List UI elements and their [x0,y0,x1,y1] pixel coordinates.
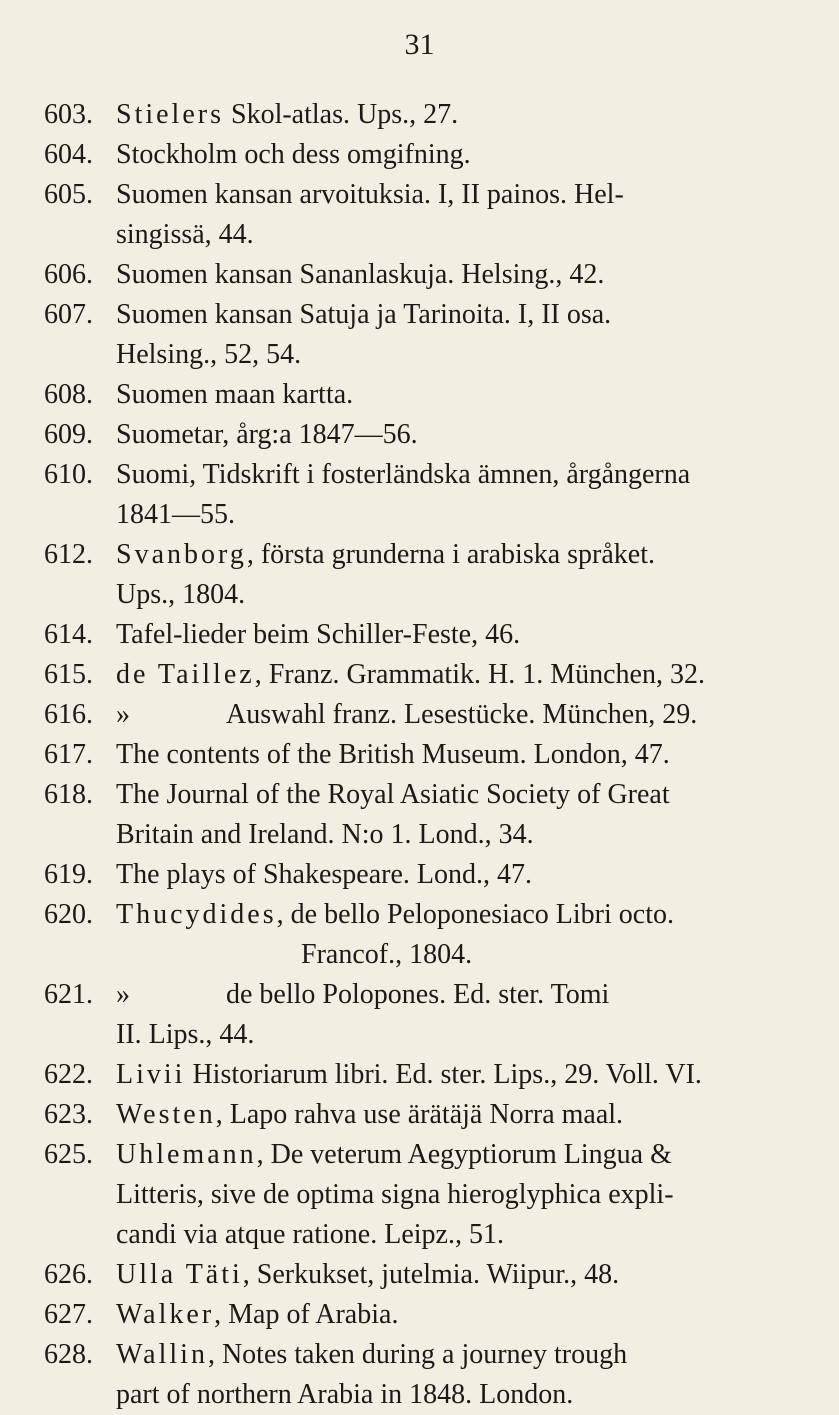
entry-line-text: Tafel-lieder beim Schiller-Feste, 46. [116,619,521,650]
entry-line-text: 1841—55. [116,499,235,530]
entry-number: 608. [44,379,93,410]
entry-line [116,175,804,215]
entry-number: 605. [44,179,93,210]
entry-line [116,1135,804,1175]
catalogue-entries [44,95,804,1415]
catalogue-entry [44,855,804,895]
entry-number: 626. [44,1259,93,1290]
entry-line-text: , Lapo rahva use ärätäjä Norra maal. [215,1099,624,1130]
entry-text [116,535,804,615]
entry-number: 612. [44,539,93,570]
entry-line [116,215,804,255]
entry-line [116,1255,804,1295]
catalogue-entry [44,735,804,775]
entry-author: Livii [116,1059,186,1090]
entry-line [116,255,804,295]
entry-number: 614. [44,619,93,650]
entry-text [116,655,804,695]
entry-number: 628. [44,1339,93,1370]
entry-text [116,1255,804,1295]
entry-line [116,495,804,535]
catalogue-entry [44,655,804,695]
entry-line [116,775,804,815]
entry-line-text: Suomen kansan Sananlaskuja. Helsing., 42. [116,259,605,290]
entry-text [116,855,804,895]
entry-line [116,1175,804,1215]
catalogue-entry [44,255,804,295]
entry-line-text: Suomen kansan arvoituksia. I, II painos. Hel- [116,179,624,210]
entry-line [116,1015,804,1055]
entry-author: Stielers [116,99,224,130]
entry-number: 620. [44,899,93,930]
entry-number: 623. [44,1099,93,1130]
entry-number: 619. [44,859,93,890]
catalogue-entry [44,695,804,735]
entry-text [116,615,804,655]
entry-line [116,815,804,855]
entry-line [116,375,804,415]
entry-author: de Taillez [116,659,255,690]
page-number: 31 [404,28,435,61]
entry-text [116,255,804,295]
catalogue-entry [44,1255,804,1295]
entry-line-text: The Journal of the Royal Asiatic Society of Great [116,779,670,810]
entry-author: Uhlemann [116,1139,257,1170]
entry-line-text: Skol-atlas. Ups., 27. [224,99,459,130]
entry-number: 607. [44,299,93,330]
catalogue-entry [44,375,804,415]
catalogue-entry [44,95,804,135]
entry-text [116,775,804,855]
entry-line-text: Helsing., 52, 54. [116,339,302,370]
entry-line [116,1055,804,1095]
entry-number: 618. [44,779,93,810]
entry-line-text: , De veterum Aegyptiorum Lingua & [256,1139,672,1170]
entry-line-text: Francof., 1804. [301,939,473,970]
catalogue-entry [44,1295,804,1335]
entry-line-text: Litteris, sive de optima signa hieroglyphica expli- [116,1179,674,1210]
entry-line [116,575,804,615]
entry-text [116,1135,804,1255]
entry-line [116,855,804,895]
entry-line [116,415,804,455]
entry-author: Westen [116,1099,216,1130]
entry-text [116,1055,804,1095]
entry-line [116,1295,804,1335]
entry-text [116,175,804,255]
entry-number: 625. [44,1139,93,1170]
catalogue-entry [44,1055,804,1095]
entry-number: 615. [44,659,93,690]
catalogue-entry [44,295,804,375]
entry-line [116,1375,804,1415]
ditto-mark: » [116,699,130,730]
entry-line-text: part of northern Arabia in 1848. London. [116,1379,574,1410]
ditto-mark: » [116,979,130,1010]
entry-text [116,975,804,1055]
entry-line [116,935,804,975]
catalogue-entry [44,1095,804,1135]
entry-line [116,135,804,175]
entry-line [116,615,804,655]
entry-line [116,455,804,495]
entry-line-text: , första grunderna i arabiska språket. [246,539,656,570]
entry-number: 621. [44,979,93,1010]
entry-number: 604. [44,139,93,170]
catalogue-entry [44,135,804,175]
entry-author: Ulla Täti [116,1259,243,1290]
entry-line-text: candi via atque ratione. Leipz., 51. [116,1219,504,1250]
entry-line [116,975,804,1015]
entry-author: Svanborg [116,539,247,570]
entry-line-text: Suomi, Tidskrift i fosterländska ämnen, årgångerna [116,459,691,490]
entry-text [116,415,804,455]
entry-text [116,95,804,135]
entry-text [116,1295,804,1335]
entry-line [116,335,804,375]
entry-line [116,1095,804,1135]
entry-line [116,695,804,735]
entry-line-text: Suometar, årg:a 1847—56. [116,419,418,450]
entry-line [116,295,804,335]
entry-line-text: , Franz. Grammatik. H. 1. München, 32. [254,659,705,690]
entry-line-text: , de bello Peloponesiaco Libri octo. [276,899,674,930]
entry-line-text: , Serkukset, jutelmia. Wiipur., 48. [242,1259,620,1290]
catalogue-entry [44,1335,804,1415]
entry-line-text: Suomen kansan Satuja ja Tarinoita. I, II osa. [116,299,612,330]
catalogue-entry [44,975,804,1055]
entry-number: 606. [44,259,93,290]
catalogue-entry [44,455,804,535]
entry-line [116,655,804,695]
entry-line-text: Stockholm och dess omgifning. [116,139,471,170]
entry-line-text: Historiarum libri. Ed. ster. Lips., 29. Voll. VI. [185,1059,702,1090]
entry-text [116,135,804,175]
entry-number: 627. [44,1299,93,1330]
entry-text [116,895,804,975]
entry-number: 617. [44,739,93,770]
entry-line-text: , Map of Arabia. [214,1299,399,1330]
catalogue-entry [44,1135,804,1255]
entry-number: 610. [44,459,93,490]
entry-text [116,375,804,415]
entry-line-text: singissä, 44. [116,219,254,250]
entry-line [116,1335,804,1375]
catalogue-entry [44,175,804,255]
entry-text [116,455,804,535]
entry-line-text: Suomen maan kartta. [116,379,354,410]
entry-line-text: The contents of the British Museum. London, 47. [116,739,670,770]
entry-line [116,895,804,935]
catalogue-entry [44,615,804,655]
entry-text [116,695,804,735]
entry-line-text: Ups., 1804. [116,579,246,610]
entry-text [116,1095,804,1135]
entry-line-text: de bello Polopones. Ed. ster. Tomi [226,979,610,1010]
entry-number: 609. [44,419,93,450]
entry-line [116,535,804,575]
entry-number: 622. [44,1059,93,1090]
entry-line-text: The plays of Shakespeare. Lond., 47. [116,859,532,890]
entry-author: Wallin [116,1339,208,1370]
entry-text [116,295,804,375]
catalogue-entry [44,775,804,855]
entry-line [116,1215,804,1255]
catalogue-entry [44,895,804,975]
entry-author: Walker [116,1299,215,1330]
catalogue-entry [44,415,804,455]
catalogue-entry [44,535,804,615]
entry-line-text: II. Lips., 44. [116,1019,255,1050]
entry-author: Thucydides [116,899,277,930]
entry-line-text: , Notes taken during a journey trough [207,1339,628,1370]
entry-number: 616. [44,699,93,730]
entry-text [116,735,804,775]
entry-number: 603. [44,99,93,130]
entry-line [116,735,804,775]
entry-line-text: Britain and Ireland. N:o 1. Lond., 34. [116,819,534,850]
entry-text [116,1335,804,1415]
entry-line [116,95,804,135]
entry-line-text: Auswahl franz. Lesestücke. München, 29. [226,699,698,730]
